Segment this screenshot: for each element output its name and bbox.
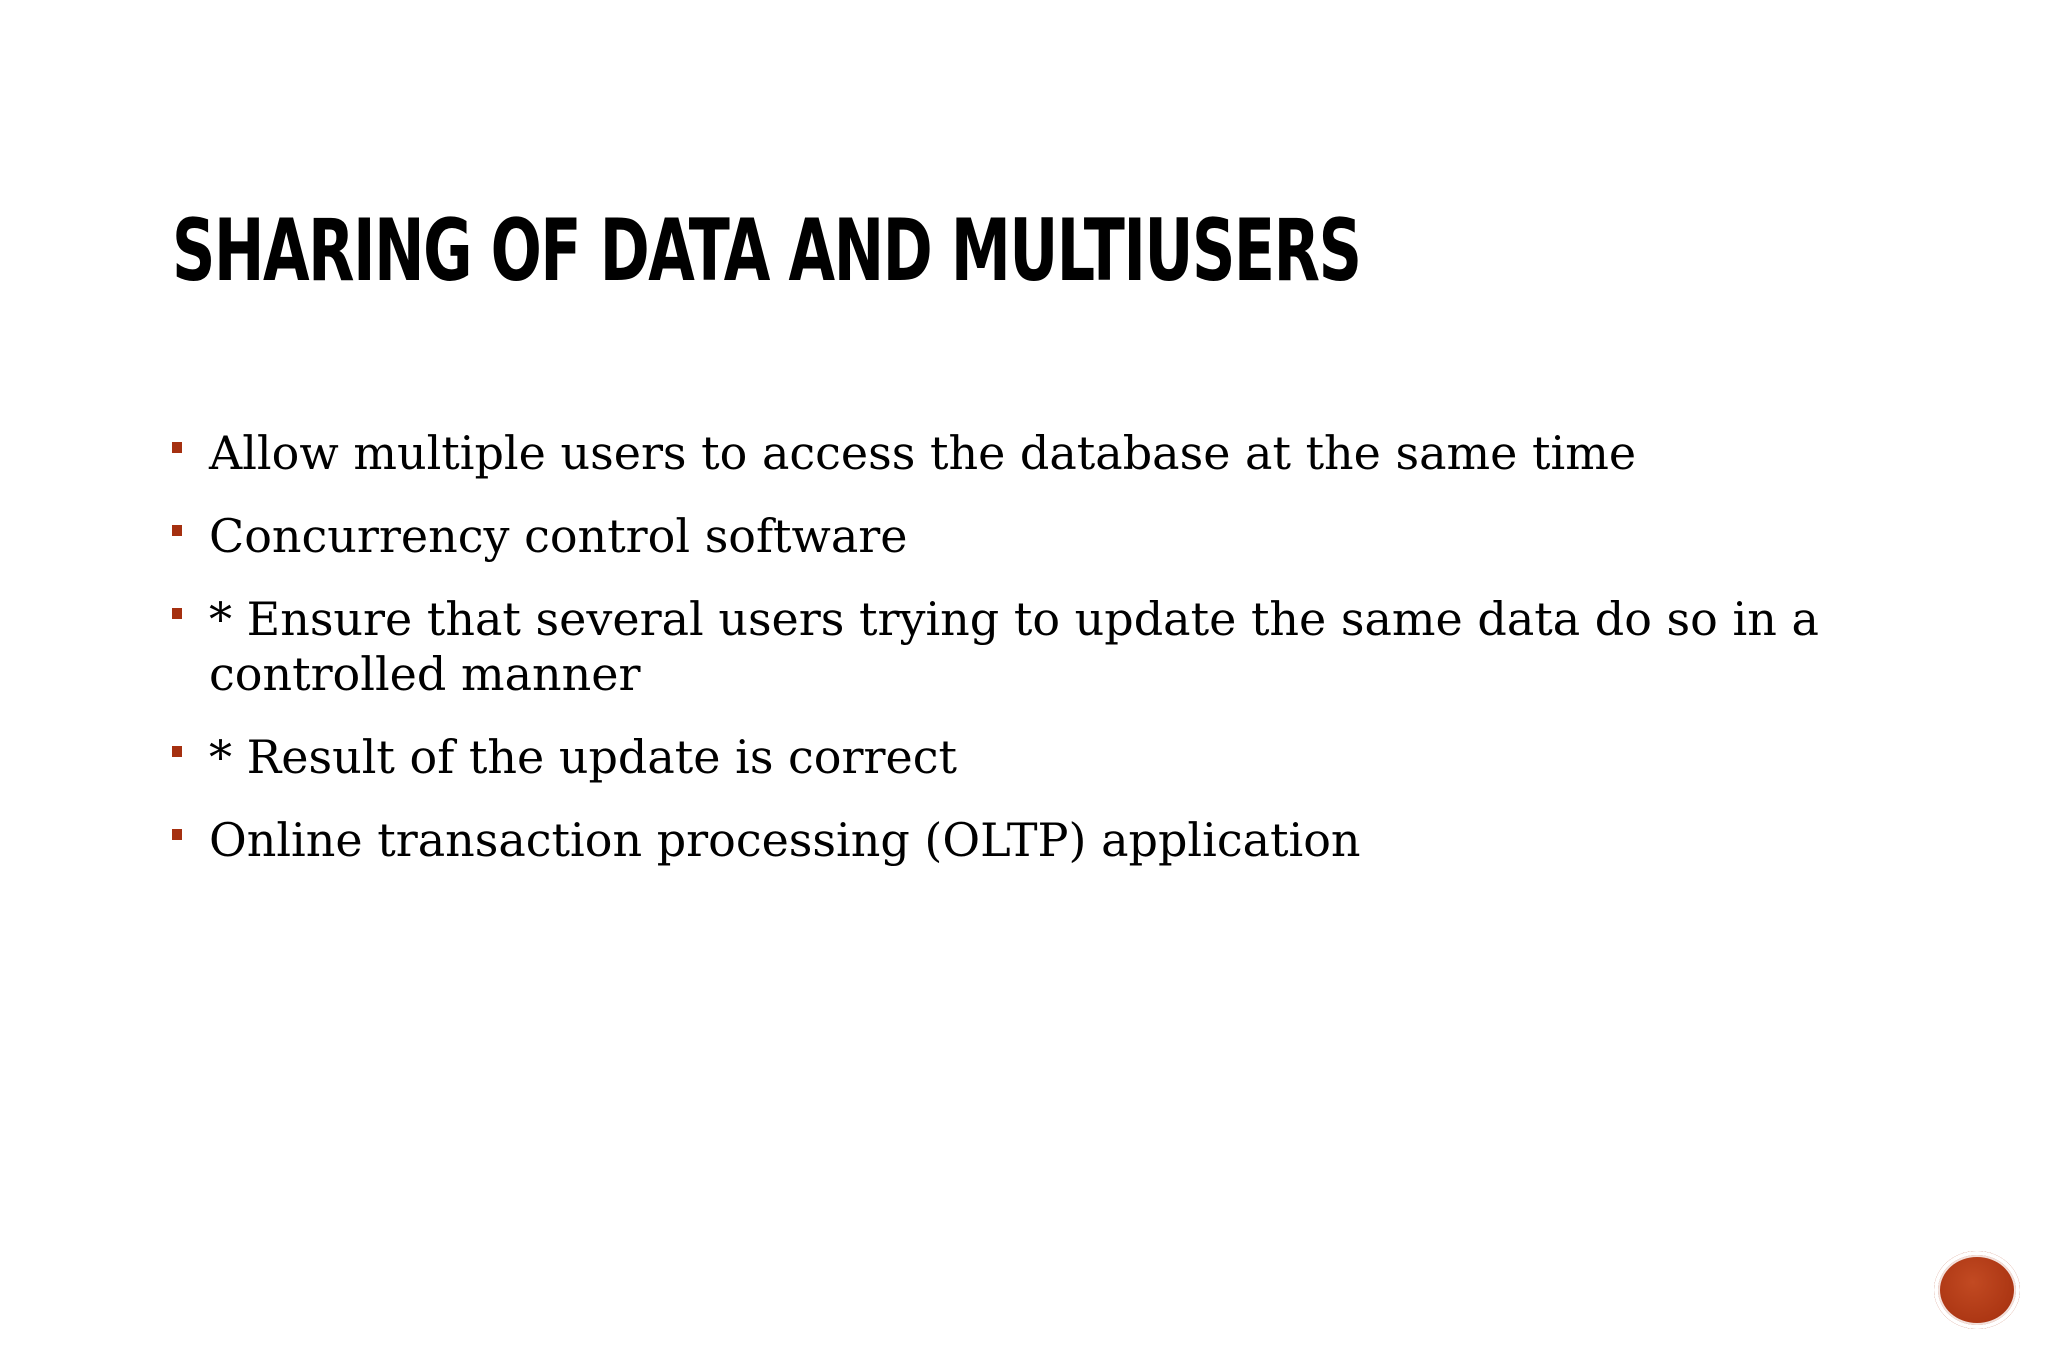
bullet-text: Concurrency control software	[209, 509, 908, 563]
square-bullet-icon	[172, 442, 182, 453]
bullet-item	[172, 813, 1892, 868]
bullet-list	[172, 426, 1892, 896]
square-bullet-icon	[172, 525, 182, 536]
bullet-item	[172, 426, 1892, 481]
bullet-item	[172, 509, 1892, 564]
bullet-text: * Result of the update is correct	[209, 730, 957, 784]
bullet-item	[172, 592, 1892, 702]
bullet-item	[172, 730, 1892, 785]
slide-number-badge-icon	[1934, 1251, 2020, 1329]
bullet-text: Allow multiple users to access the database at the same time	[209, 426, 1637, 480]
square-bullet-icon	[172, 746, 182, 757]
square-bullet-icon	[172, 829, 182, 840]
slide-title: SHARING OF DATA AND MULTIUSERS	[172, 201, 1361, 301]
square-bullet-icon	[172, 608, 182, 619]
bullet-text: * Ensure that several users trying to update the same data do so in a controlled manner	[209, 592, 1819, 701]
bullet-text: Online transaction processing (OLTP) application	[209, 813, 1361, 867]
